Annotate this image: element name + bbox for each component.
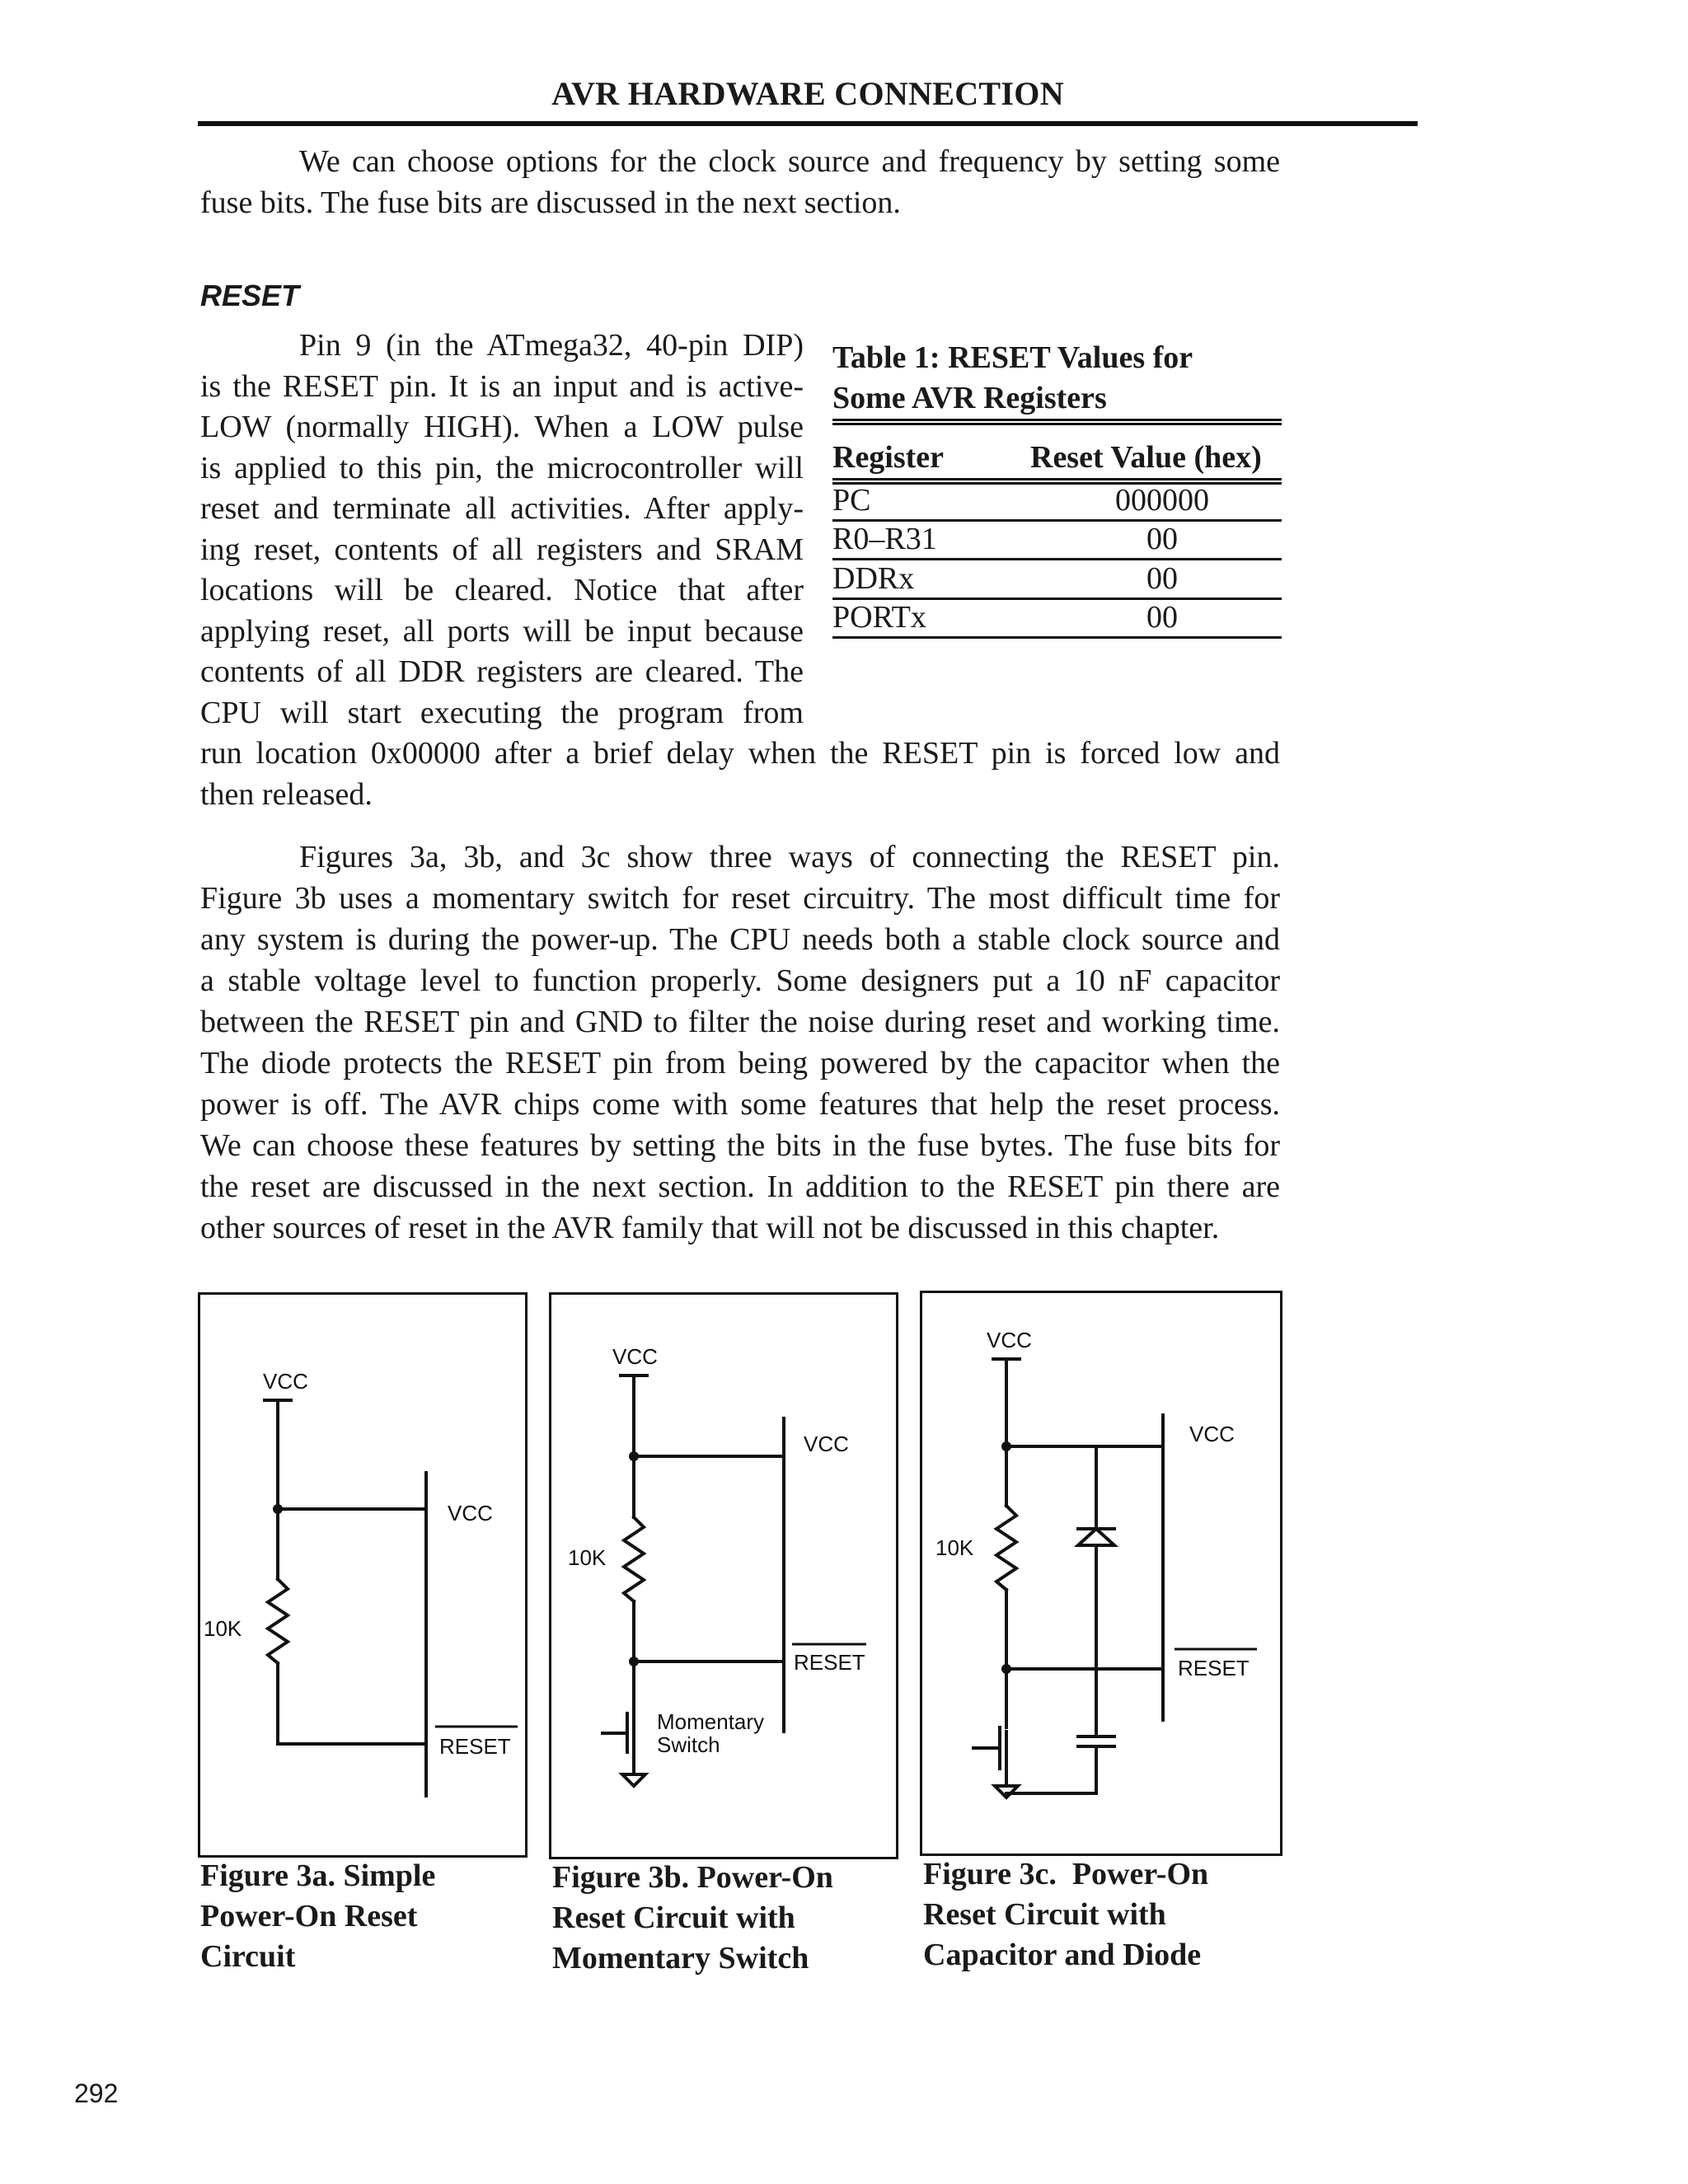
figure-3c-schematic <box>922 1293 1280 1854</box>
figure-3b-reset-pin-label: RESET <box>794 1650 865 1675</box>
figure-3b-vcc-supply-label: VCC <box>612 1344 658 1369</box>
table-header-reset-value: Reset Value (hex) <box>1030 440 1262 475</box>
caption-line: Figure 3a. Simple <box>200 1858 436 1893</box>
reset-paragraph-continued <box>200 733 1280 815</box>
table-top-rule <box>832 419 1282 425</box>
caption-line: Power-On Reset <box>200 1899 418 1933</box>
reset-paragraph <box>200 326 804 733</box>
figure-3a-schematic <box>200 1295 525 1855</box>
figure-3c-vcc-supply-label: VCC <box>987 1328 1032 1352</box>
figure-3b-vcc-pin-label: VCC <box>804 1432 849 1456</box>
text-line: locations will be cleared. Notice that after <box>200 573 804 607</box>
text-line: is the RESET pin. It is an input and is active- <box>200 368 804 404</box>
text-line: a stable voltage level to function properly. Some designers put a 10 nF capacitor <box>200 963 1280 998</box>
text-line: The diode protects the RESET pin from being powered by the capacitor when the <box>200 1046 1280 1080</box>
table-title-line: Table 1: RESET Values for <box>832 340 1193 375</box>
text-line: between the RESET pin and GND to filter the noise during reset and working time. <box>200 1005 1280 1039</box>
table-cell-value: 00 <box>1146 522 1178 556</box>
intro-paragraph <box>200 142 1280 223</box>
text-line: LOW (normally HIGH). When a LOW pulse <box>200 410 804 444</box>
figure-3a-reset-pin-label: RESET <box>439 1734 511 1759</box>
figure-3a-resistor-label: 10K <box>204 1616 242 1641</box>
text-line: Figure 3b uses a momentary switch for reset circuitry. The most difficult time for <box>200 881 1280 916</box>
caption-line: Capacitor and Diode <box>923 1938 1202 1972</box>
table-title <box>832 338 1193 419</box>
figure-3a <box>198 1292 528 1858</box>
text-line: fuse bits. The fuse bits are discussed in the next section. <box>200 185 901 220</box>
figure-3a-vcc-pin-label: VCC <box>448 1501 493 1526</box>
text-line: We can choose these features by setting the bits in the fuse bytes. The fuse bits for <box>200 1128 1280 1163</box>
figure-3c-caption <box>923 1854 1208 1975</box>
text-line: reset and terminate all activities. After apply- <box>200 491 804 526</box>
figure-3b-switch-label: Momentary <box>657 1709 765 1734</box>
figure-3c-reset-pin-label: RESET <box>1178 1656 1250 1680</box>
table-bottom-rule <box>832 636 1282 639</box>
caption-line: Reset Circuit with <box>552 1900 795 1935</box>
table-title-line: Some AVR Registers <box>832 381 1107 415</box>
caption-line: Figure 3b. Power-On <box>552 1860 833 1895</box>
section-heading: RESET <box>200 279 300 312</box>
header-rule <box>198 121 1418 126</box>
table-cell-value: 00 <box>1146 600 1178 635</box>
figure-3b <box>549 1292 898 1859</box>
table-cell-register: R0–R31 <box>832 522 937 556</box>
running-header: AVR HARDWARE CONNECTION <box>551 75 1064 112</box>
page-number: 292 <box>74 2079 119 2108</box>
text-line: We can choose options for the clock source and frequency by setting some <box>299 144 1280 179</box>
table-cell-register: PORTx <box>832 600 926 635</box>
caption-line: Figure 3c. Power-On <box>923 1857 1209 1891</box>
text-line: the reset are discussed in the next section. In addition to the RESET pin there are <box>200 1169 1280 1204</box>
caption-line: Reset Circuit with <box>923 1897 1166 1932</box>
figure-3a-caption <box>200 1856 435 1977</box>
caption-line: Momentary Switch <box>552 1941 809 1975</box>
text-line: ing reset, contents of all registers and SRAM <box>200 532 804 567</box>
figure-3c <box>920 1291 1282 1856</box>
caption-line: Circuit <box>200 1939 296 1974</box>
table-header-register: Register <box>832 440 945 475</box>
text-line: is applied to this pin, the microcontroller will <box>200 450 804 485</box>
text-line: run location 0x00000 after a brief delay when the RESET pin is forced low and <box>200 736 1280 771</box>
figure-3a-vcc-supply-label: VCC <box>263 1369 308 1394</box>
text-line: Figures 3a, 3b, and 3c show three ways of connecting the RESET pin. <box>299 840 1280 874</box>
figure-3b-switch-label: Switch <box>657 1732 720 1757</box>
table-cell-register: DDRx <box>832 561 915 596</box>
text-line: CPU will start executing the program from <box>200 695 804 730</box>
text-line: Pin 9 (in the ATmega32, 40-pin DIP) <box>299 328 804 363</box>
text-line: applying reset, all ports will be input because <box>200 613 804 649</box>
text-line: any system is during the power-up. The CPU needs both a stable clock source and <box>200 922 1280 957</box>
text-line: power is off. The AVR chips come with some features that help the reset process. <box>200 1087 1280 1122</box>
figures-paragraph <box>200 837 1280 1249</box>
text-line: then released. <box>200 776 373 812</box>
text-line: other sources of reset in the AVR family that will not be discussed in this chapter. <box>200 1211 1220 1245</box>
figure-3b-resistor-label: 10K <box>568 1545 607 1570</box>
table-cell-register: PC <box>832 483 871 518</box>
text-line: contents of all DDR registers are cleared. The <box>200 654 804 689</box>
figure-3b-caption <box>552 1858 833 1979</box>
figure-3b-schematic <box>551 1295 896 1857</box>
figure-3c-vcc-pin-label: VCC <box>1189 1422 1235 1446</box>
table-cell-value: 00 <box>1146 561 1178 596</box>
figure-3c-resistor-label: 10K <box>935 1535 974 1560</box>
table-cell-value: 000000 <box>1115 483 1209 518</box>
